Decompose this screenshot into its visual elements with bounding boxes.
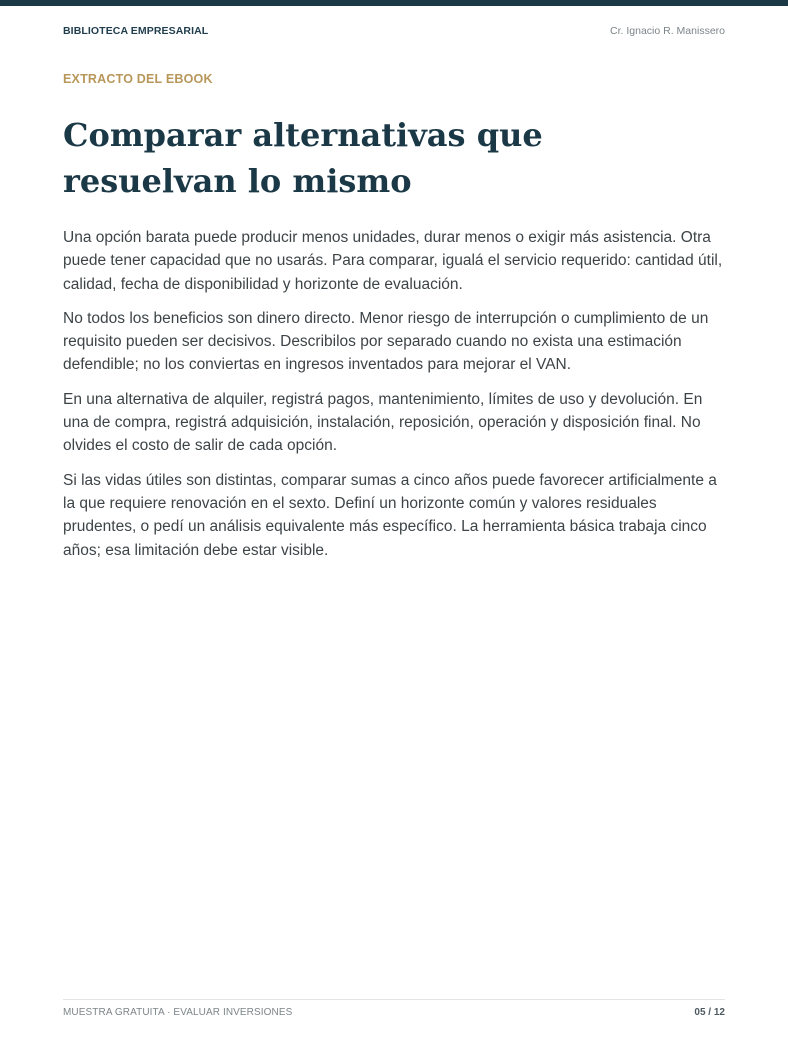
page-title: Comparar alternativas que resuelvan lo mismo	[63, 116, 543, 200]
paragraph: Una opción barata puede producir menos unidades, durar menos o exigir más asistencia. Otra puede tener capacidad que no usarás. Para comparar, igualá el servicio requerido: cantidad útil, calidad, fecha de disponibilidad y horizonte de evaluación.	[63, 229, 723, 293]
paragraph: Si las vidas útiles son distintas, comparar sumas a cinco años puede favorecer artificialmente a la que requiere renovación en el sexto. Definí un horizonte común y valores residuales prudentes, o pedí un análisis equivalente más específico. La herramienta básica trabaja cinco años; esa limitación debe estar visible.	[63, 471, 717, 559]
section-eyebrow: EXTRACTO DEL EBOOK	[63, 72, 213, 86]
page-number: 05 / 12	[694, 1007, 725, 1018]
top-accent-bar	[0, 0, 788, 6]
paragraph: En una alternativa de alquiler, registrá pagos, mantenimiento, límites de uso y devolución. En una de compra, registrá adquisición, instalación, reposición, operación y disposición final. No olvides el costo de salir de cada opción.	[63, 390, 703, 455]
paragraph: No todos los beneficios son dinero directo. Menor riesgo de interrupción o cumplimiento de un requisito pueden ser decisivos. Describilos por separado cuando no exista una estimación defendible; no los conviertas en ingresos inventados para mejorar el VAN.	[63, 309, 709, 374]
footer-label: MUESTRA GRATUITA · EVALUAR INVERSIONES	[63, 1007, 293, 1018]
publication-name: BIBLIOTECA EMPRESARIAL	[63, 25, 209, 37]
body-text	[63, 226, 725, 573]
footer-divider	[63, 999, 725, 1000]
page-footer	[63, 1007, 725, 1018]
author-name: Cr. Ignacio R. Manissero	[610, 25, 725, 37]
page-header	[63, 25, 725, 37]
